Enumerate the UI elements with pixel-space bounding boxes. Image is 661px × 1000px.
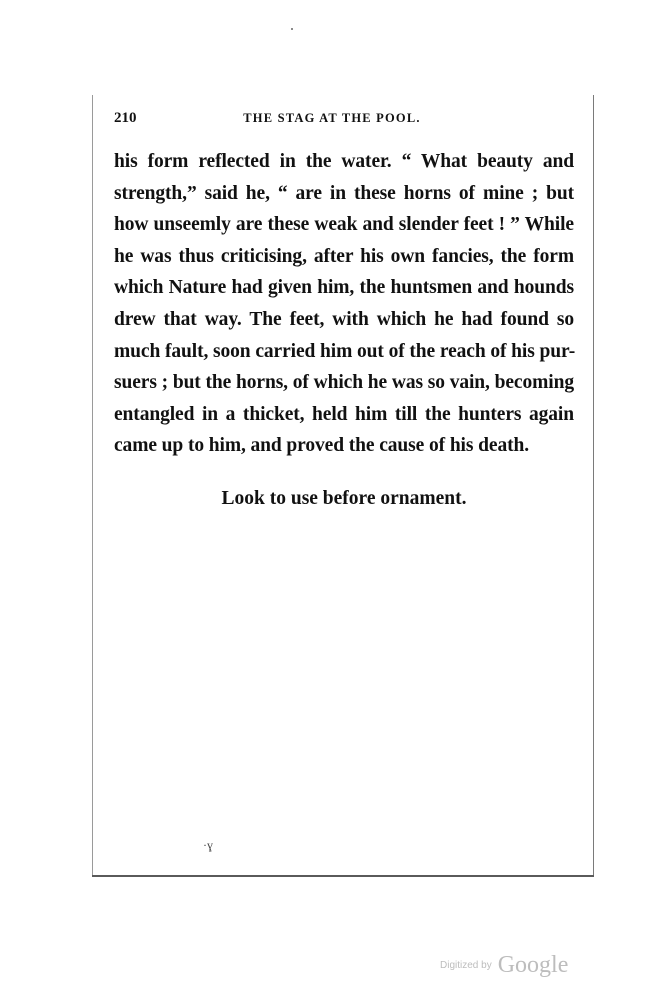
- footer-mark: ·ɣ: [203, 838, 213, 852]
- text-line: he was thus criticising, after his own fancies, the form: [114, 245, 574, 267]
- text-line: strength,” said he, “ are in these horns of mine ; but: [114, 182, 574, 204]
- text-line: his form reflected in the water. “ What beauty and: [114, 151, 574, 172]
- watermark-prefix: Digitized by: [440, 960, 492, 971]
- page-border-left: [92, 95, 93, 877]
- text-line: which Nature had given him, the huntsmen and hounds: [114, 277, 574, 299]
- page-border-bottom: [92, 875, 594, 877]
- digitized-watermark: [440, 952, 568, 979]
- google-logo: Google: [497, 952, 569, 978]
- page-border-right: [593, 95, 594, 877]
- text-line: entangled in a thicket, held him till the hunters again: [114, 403, 574, 425]
- text-line: how unseemly are these weak and slender feet ! ” While: [114, 214, 574, 236]
- running-head: [114, 110, 550, 130]
- text-line: drew that way. The feet, with which he had found so: [114, 308, 574, 330]
- text-line: much fault, soon carried him out of the reach of his pur-: [114, 340, 576, 362]
- body-text: [114, 146, 574, 462]
- running-title: THE STAG AT THE POOL.: [243, 111, 421, 125]
- scan-dot: [291, 28, 293, 30]
- moral: Look to use before ornament.: [221, 488, 467, 509]
- text-line: came up to him, and proved the cause of his death.: [114, 435, 530, 457]
- text-line: suers ; but the horns, of which he was so vain, becoming: [114, 372, 574, 394]
- page-number: 210: [114, 110, 137, 126]
